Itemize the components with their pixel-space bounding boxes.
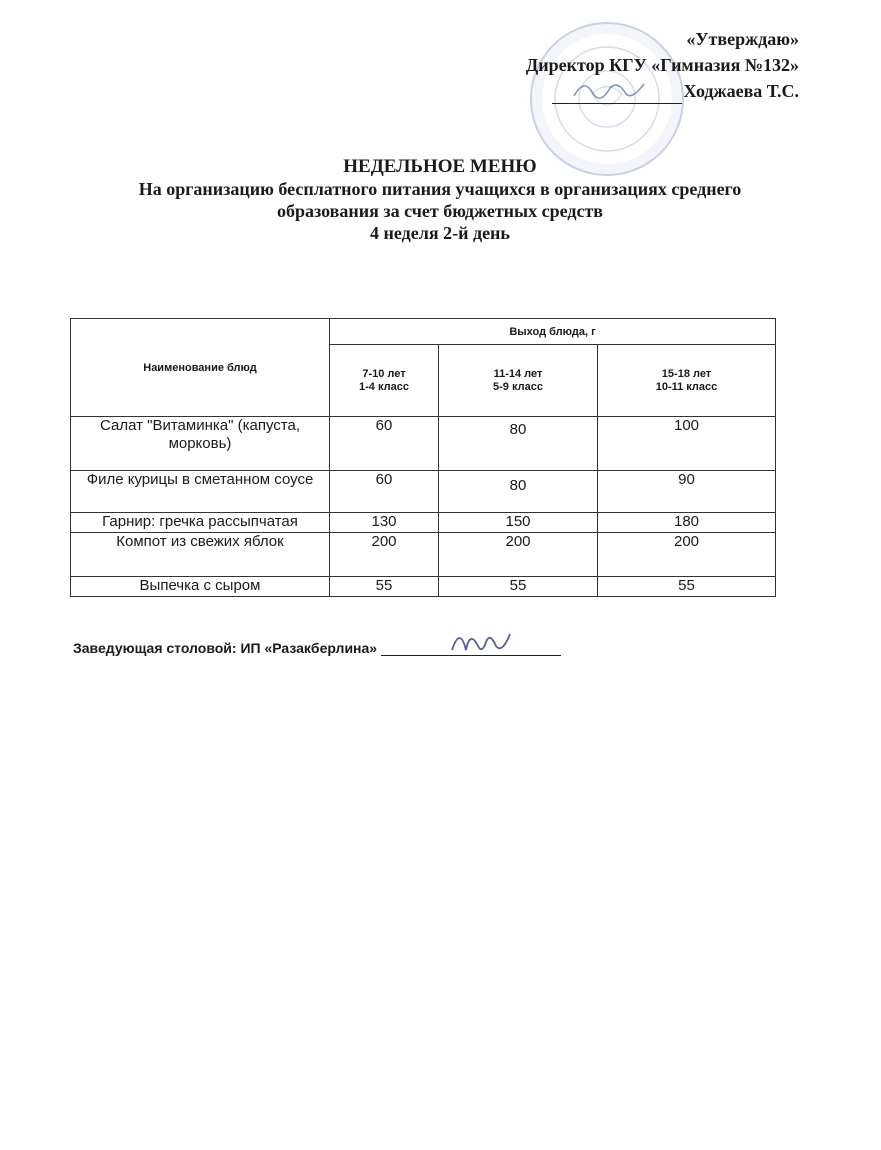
table-row (71, 577, 776, 597)
table-row (71, 533, 776, 577)
column-dish-name: Наименование блюд (71, 319, 330, 417)
table-row (71, 513, 776, 533)
value-cell: 180 (598, 513, 776, 533)
age-group-1: 7-10 лет 1-4 класс (330, 345, 439, 417)
table-header-row (71, 319, 776, 345)
column-group-output: Выход блюда, г (330, 319, 776, 345)
approval-director: Директор КГУ «Гимназия №132» (525, 55, 799, 75)
value-cell: 150 (439, 513, 598, 533)
dish-name: Салат "Витаминка" (капуста, морковь) (71, 417, 330, 471)
dish-name: Гарнир: гречка рассыпчатая (71, 513, 330, 533)
value-cell: 100 (598, 417, 776, 471)
approval-signature-line (526, 78, 799, 104)
footer-label: Заведующая столовой: ИП «Разакберлина» (73, 640, 378, 656)
manager-signature (448, 620, 518, 660)
dish-name: Выпечка с сыром (71, 577, 330, 597)
value-cell: 200 (330, 533, 439, 577)
menu-table (70, 318, 776, 597)
value-cell: 60 (330, 417, 439, 471)
value-cell: 55 (598, 577, 776, 597)
heading-title: НЕДЕЛЬНОЕ МЕНЮ (343, 156, 537, 177)
approval-block (526, 26, 799, 104)
table-row (71, 417, 776, 471)
heading-subtitle-1: На организацию бесплатного питания учащихся в организациях среднего (138, 179, 742, 199)
document-heading (60, 156, 820, 244)
value-cell: 200 (439, 533, 598, 577)
approval-title: «Утверждаю» (686, 29, 799, 49)
director-signature (570, 74, 650, 106)
value-cell: 60 (330, 471, 439, 513)
age-group-2: 11-14 лет 5-9 класс (439, 345, 598, 417)
approval-name: Ходжаева Т.С. (683, 81, 799, 101)
heading-day: 4 неделя 2-й день (370, 223, 510, 243)
value-cell: 90 (598, 471, 776, 513)
value-cell: 200 (598, 533, 776, 577)
value-cell: 130 (330, 513, 439, 533)
dish-name: Филе курицы в сметанном соусе (71, 471, 330, 513)
value-cell: 55 (439, 577, 598, 597)
value-cell: 80 (439, 471, 598, 513)
table-row (71, 471, 776, 513)
dish-name: Компот из свежих яблок (71, 533, 330, 577)
heading-subtitle-2: образования за счет бюджетных средств (276, 201, 604, 221)
age-group-3: 15-18 лет 10-11 класс (598, 345, 776, 417)
value-cell: 80 (439, 417, 598, 471)
value-cell: 55 (330, 577, 439, 597)
